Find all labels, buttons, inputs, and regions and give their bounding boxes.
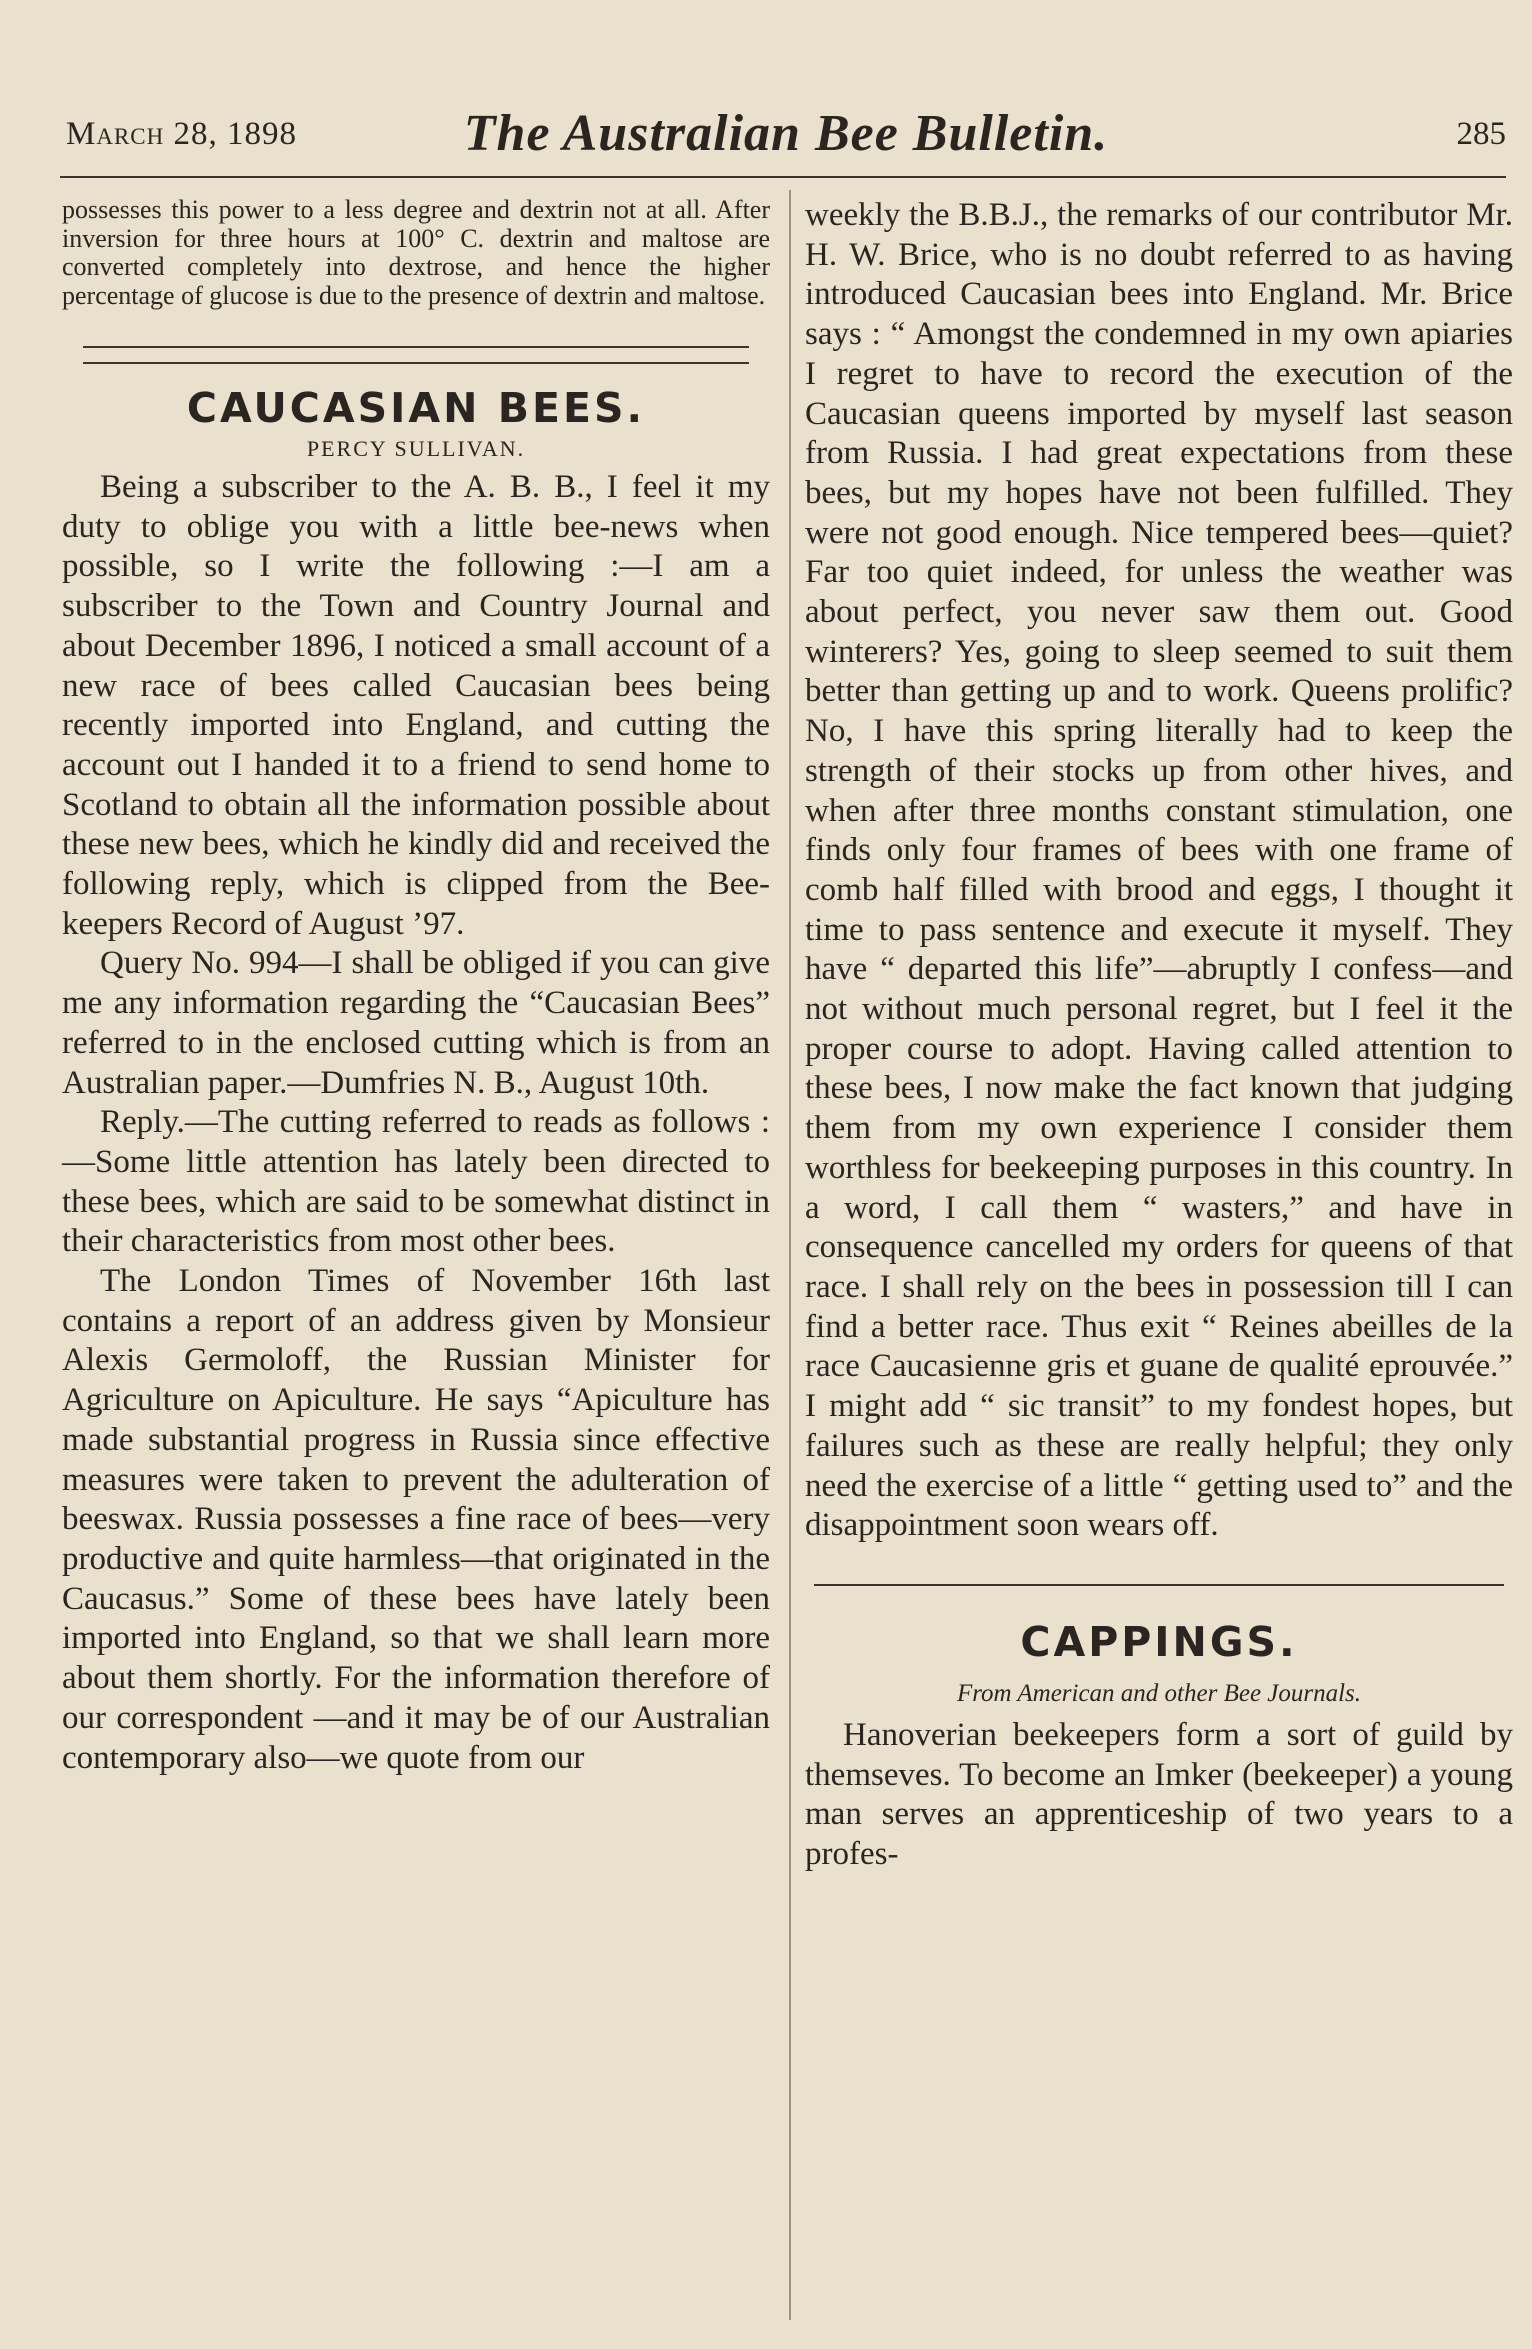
column-divider bbox=[789, 190, 791, 2320]
issue-date: March 28, 1898 bbox=[66, 116, 297, 152]
article-subtitle: From American and other Bee Journals. bbox=[956, 1679, 1362, 1707]
publication-title: The Australian Bee Bulletin. bbox=[463, 105, 1109, 162]
body-paragraph: weekly the B.B.J., the remarks of our contributor Mr. H. W. Brice, who is no doubt referred to as having introduced Caucasian bees into England. Mr. Brice says : “ Amongst the condemned in my own apiaries I regret to have to record the execution of the Caucasian queens imported by myself last season from Russia. I had great expectations from these bees, but my hopes have not been fulfilled. They were not good enough. Nice tempered bees—quiet? Far too quiet indeed, for unless the weather was about perfect, you never saw them out. Good winterers? Yes, going to sleep seemed to suit them better than getting up and to work. Queens prolific? No, I have this spring literally had to keep the strength of their stocks up from other hives, and when after three months constant stimulation, one finds only four frames of bees with one frame of comb half filled with brood and eggs, I thought it time to pass sentence and execute it myself. They have “ departed this life”—abruptly I confess—and not without much personal regret, but I feel it the proper course to adopt. Having called attention to these bees, I now make the fact known that judging them from my own experience I consider them worthless for beekeeping purposes in this country. In a word, I call them “ wasters,” and have in consequence cancelled my orders for queens of that race. I shall rely on the bees in possession till I can find a better race. Thus exit “ Reines abeilles de la race Caucasienne gris et guane de qualité eprouvée.” I might add “ sic transit” to my fondest hopes, but failures such as these are really helpful; they only need the exercise of a little “ getting used to” and the disappointment soon wears off. bbox=[805, 197, 1513, 1544]
body-paragraph: Query No. 994—I shall be obliged if you can give me any information regarding the “Caucasian Bees” referred to in the enclosed cutting which is from an Australian paper.—Dumfries N. B., August 10th. bbox=[62, 945, 770, 1101]
body-paragraph: Hanoverian beekeepers form a sort of guild by themseves. To become an Imker (beekeeper) a young man serves an apprenticeship of two years to a profes- bbox=[805, 1716, 1513, 1873]
body-paragraph: The London Times of November 16th last contains a report of an address given by Monsieur Alexis Germoloff, the Russian Minister for Agriculture on Apiculture. He says “Apiculture has made substantial progress in Russia since effective measures were taken to prevent the adulteration of beeswax. Russia possesses a fine race of bees—very productive and quite harmless—that originated in the Caucasus.” Some of these bees have lately been imported into England, so that we shall learn more about them shortly. For the information therefore of our correspondent —and it may be of our Australian contemporary also—we quote from our bbox=[62, 1263, 770, 1776]
header-rule bbox=[60, 176, 1506, 178]
page-header bbox=[66, 105, 1506, 168]
body-paragraph: Reply.—The cutting referred to reads as follows :—Some little attention has lately been directed to these bees, which are said to be somewhat distinct in their characteristics from most other bees. bbox=[62, 1104, 770, 1260]
continuation-paragraph: possesses this power to a less degree and dextrin not at all. After inversion for three hours at 100° C. dextrin and maltose are converted completely into dextrose, and hence the higher percentage of glucose is due to the presence of dextrin and maltose. bbox=[62, 195, 770, 310]
article-byline: PERCY SULLIVAN. bbox=[306, 436, 526, 461]
left-column bbox=[62, 196, 770, 1778]
article-title-caucasian-bees: CAUCASIAN BEES. bbox=[186, 384, 646, 432]
body-paragraph: Being a subscriber to the A. B. B., I feel it my duty to oblige you with a little bee-news when possible, so I write the following :—I am a subscriber to the Town and Country Journal and about December 1896, I noticed a small account of a new race of bees called Caucasian bees being recently imported into England, and cutting the account out I handed it to a friend to send home to Scotland to obtain all the information possible about these new bees, which he kindly did and received the following reply, which is clipped from the Bee-keepers Record of August ’97. bbox=[62, 469, 770, 942]
right-column bbox=[805, 196, 1513, 1875]
article-title-cappings: CAPPINGS. bbox=[1020, 1617, 1298, 1666]
page-number: 285 bbox=[1456, 116, 1506, 152]
